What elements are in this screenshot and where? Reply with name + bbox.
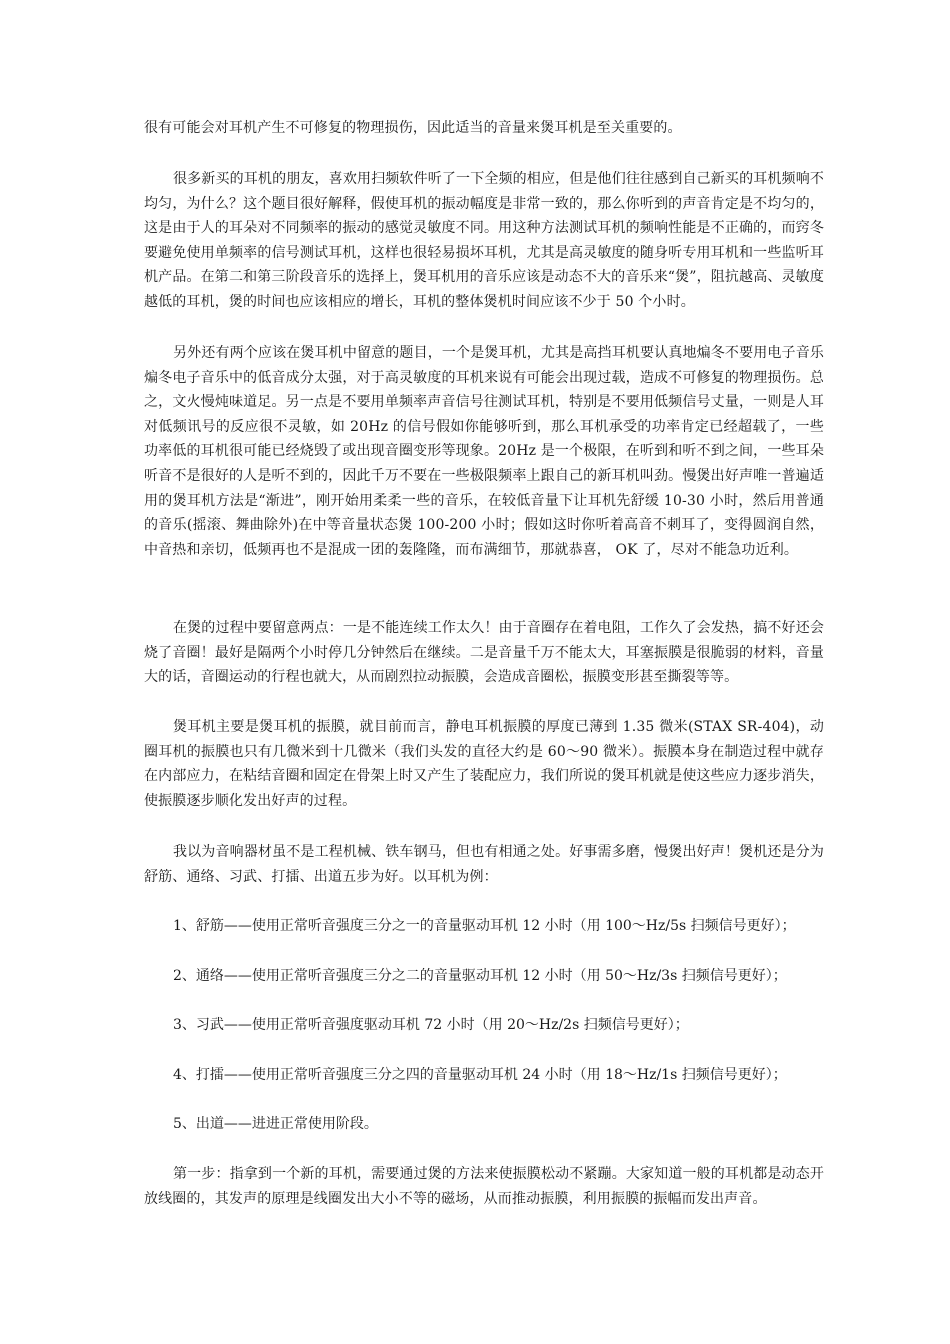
paragraph-step-one: 第一步：指拿到一个新的耳机，需要通过煲的方法来使振膜松动不紧蹦。大家知道一般的耳机都是动态开放线圈的，其发声的原理是线圈发出大小不等的磁场，从而推动振膜，利用振膜的振幅而发出声音。 <box>144 1166 824 1207</box>
paragraph-intro-continuation: 很有可能会对耳机产生不可修复的物理损伤，因此适当的音量来煲耳机是至关重要的。 <box>144 120 682 136</box>
step-item-3: 3、习武——使用正常听音强度驱动耳机 72 小时（用 20～Hz/2s 扫频信号更好）； <box>173 1017 689 1033</box>
step-item-5: 5、出道——进进正常使用阶段。 <box>173 1116 378 1132</box>
paragraph-burn-in-method: 另外还有两个应该在煲耳机中留意的题目，一个是煲耳机，尤其是高挡耳机要认真地煸冬不要用电子音乐煸冬电子音乐中的低音成分太强，对于高灵敏度的耳机来说有可能会出现过载，造成不可修复的物理损伤。总之，文火慢炖味道足。另一点是不要用单频率声音信号往测试耳机，特别是不要用低频信号丈量，一则是人耳对低频讯号的反应很不灵敏，如 20Hz 的信号假如你能够听到，那么耳机承受的功率肯定已经超载了，一些功率低的耳机很可能已经烧毁了或出现音圈变形等现象。20Hz 是一个极限，在听到和听不到之间，一些耳朵听音不是很好的人是听不到的，因此千万不要在一些极限频率上跟自己的新耳机叫劲。慢煲出好声唯一普遍适用的煲耳机方法是“渐进”，刚开始用柔柔一些的音乐，在较低音量下让耳机先舒缓 10-30 小时，然后用普通的音乐(摇滚、舞曲除外)在中等音量状态煲 100-200 小时；假如这时你听着高音不刺耳了，变得圆润自然，中音热和亲切，低频再也不是混成一团的轰隆隆，而布满细节，那就恭喜， OK 了，尽对不能急功近利。 <box>144 345 824 558</box>
step-item-2: 2、通络——使用正常听音强度三分之二的音量驱动耳机 12 小时（用 50～Hz/3s 扫频信号更好）； <box>173 968 787 984</box>
paragraph-precautions: 在煲的过程中要留意两点：一是不能连续工作太久！由于音圈存在着电阻，工作久了会发热，搞不好还会烧了音圈！最好是隔两个小时停几分钟然后在继续。二是音量千万不能太大，耳塞振膜是很脆弱的材料，音量大的话，音圈运动的行程也就大，从而剧烈拉动振膜，会造成音圈松，振膜变形甚至撕裂等等。 <box>144 620 824 686</box>
paragraph-diaphragm: 煲耳机主要是煲耳机的振膜，就目前而言，静电耳机振膜的厚度已薄到 1.35 微米(STAX SR-404)，动圈耳机的振膜也只有几微米到十几微米（我们头发的直径大约是 60～90 微米）。振膜本身在制造过程中就存在内部应力，在粘结音圈和固定在骨架上时又产生了装配应力，我们所说的煲耳机就是使这些应力逐步消失，使振膜逐步顺化发出好声的过程。 <box>144 719 824 809</box>
paragraph-frequency-sweep: 很多新买的耳机的朋友，喜欢用扫频软件听了一下全频的相应，但是他们往往感到自己新买的耳机频响不均匀，为什么？这个题目很好解释，假使耳机的振动幅度是非常一致的，那么你听到的声音肯定是不均匀的，这是由于人的耳朵对不同频率的振动的感觉灵敏度不同。用这种方法测试耳机的频响性能是不正确的，而窍冬要避免使用单频率的信号测试耳机，这样也很轻易损坏耳机，尤其是高灵敏度的随身听专用耳机和一些监听耳机产品。在第二和第三阶段音乐的选择上，煲耳机用的音乐应该是动态不大的音乐来“煲”，阻抗越高、灵敏度越低的耳机，煲的时间也应该相应的增长，耳机的整体煲机时间应该不少于 50 个小时。 <box>144 171 824 310</box>
step-item-1: 1、舒筋——使用正常听音强度三分之一的音量驱动耳机 12 小时（用 100～Hz/5s 扫频信号更好）； <box>173 918 796 934</box>
step-item-4: 4、打擂——使用正常听音强度三分之四的音量驱动耳机 24 小时（用 18～Hz/1s 扫频信号更好）； <box>173 1067 787 1083</box>
paragraph-five-steps-intro: 我以为音响器材虽不是工程机械、铁车钢马，但也有相通之处。好事需多磨，慢煲出好声！煲机还是分为舒筋、通络、习武、打擂、出道五步为好。以耳机为例： <box>144 844 824 885</box>
